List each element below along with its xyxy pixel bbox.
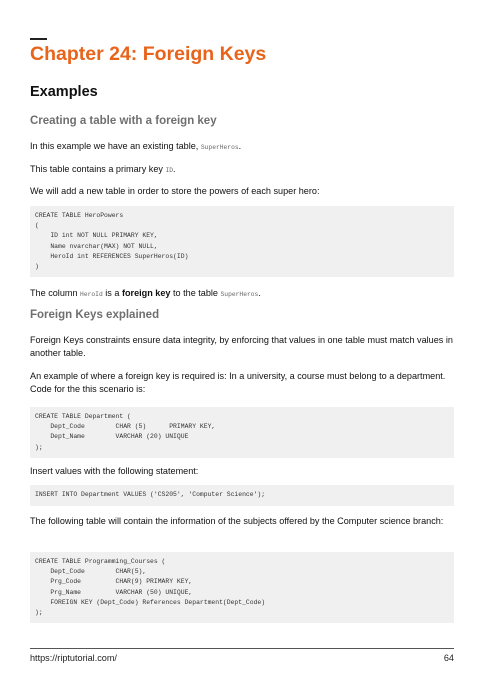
- code-line: Dept_Code CHAR(5),: [35, 568, 147, 576]
- section-title: Examples: [30, 84, 98, 100]
- paragraph: This table contains a primary key ID.: [30, 164, 176, 174]
- paragraph: Foreign Keys constraints ensure data integrity, by enforcing that values in one table must match values in another table.: [30, 335, 453, 359]
- code-line: ID int NOT NULL PRIMARY KEY,: [35, 232, 158, 240]
- code-block: [30, 552, 454, 623]
- code-line: );: [35, 608, 43, 616]
- subsection-title: Foreign Keys explained: [30, 309, 160, 321]
- bold-term: foreign key: [121, 288, 171, 298]
- code-line: Dept_Name VARCHAR (20) UNIQUE: [35, 433, 189, 441]
- chapter-accent-bar: [30, 38, 47, 40]
- inline-code: HeroId: [80, 291, 103, 298]
- footer-divider: [30, 648, 454, 649]
- subsection-title: Creating a table with a foreign key: [30, 115, 217, 127]
- code-line: Name nvarchar(MAX) NOT NULL,: [35, 242, 158, 250]
- code-line: ): [35, 262, 39, 270]
- footer-url-link[interactable]: https://riptutorial.com/: [30, 653, 117, 663]
- code-block: [30, 407, 454, 458]
- code-block: [30, 485, 454, 506]
- code-line: Prg_Name VARCHAR (50) UNIQUE,: [35, 588, 193, 596]
- paragraph: The column HeroId is a foreign key to the table SuperHeros.: [30, 288, 261, 298]
- code-block: [30, 206, 454, 277]
- code-line: Dept_Code CHAR (5) PRIMARY KEY,: [35, 423, 216, 431]
- inline-code: SuperHeros: [220, 291, 259, 298]
- paragraph: We will add a new table in order to store the powers of each super hero:: [30, 186, 320, 196]
- inline-code: SuperHeros: [200, 144, 239, 151]
- code-line: FOREIGN KEY (Dept_Code) References Department(Dept_Code): [35, 598, 266, 606]
- code-line: INSERT INTO Department VALUES ('CS205', 'Computer Science');: [35, 491, 266, 498]
- paragraph: The following table will contain the information of the subjects offered by the Computer science branch:: [30, 516, 444, 526]
- page-number: 64: [443, 653, 454, 663]
- inline-code: ID: [165, 167, 174, 174]
- code-line: Prg_Code CHAR(9) PRIMARY KEY,: [35, 578, 193, 586]
- chapter-title: Chapter 24: Foreign Keys: [30, 43, 267, 65]
- paragraph: An example of where a foreign key is required is: In a university, a course must belong to a department. Code for the this scenario is:: [30, 371, 446, 395]
- paragraph: In this example we have an existing table, SuperHeros.: [30, 141, 242, 151]
- paragraph: Insert values with the following statement:: [30, 466, 199, 476]
- code-line: CREATE TABLE Department (: [35, 413, 131, 420]
- code-line: CREATE TABLE HeroPowers: [35, 212, 124, 219]
- code-line: HeroId int REFERENCES SuperHeros(ID): [35, 252, 189, 260]
- code-line: (: [35, 222, 39, 230]
- code-line: );: [35, 443, 43, 451]
- code-line: CREATE TABLE Programming_Courses (: [35, 558, 166, 565]
